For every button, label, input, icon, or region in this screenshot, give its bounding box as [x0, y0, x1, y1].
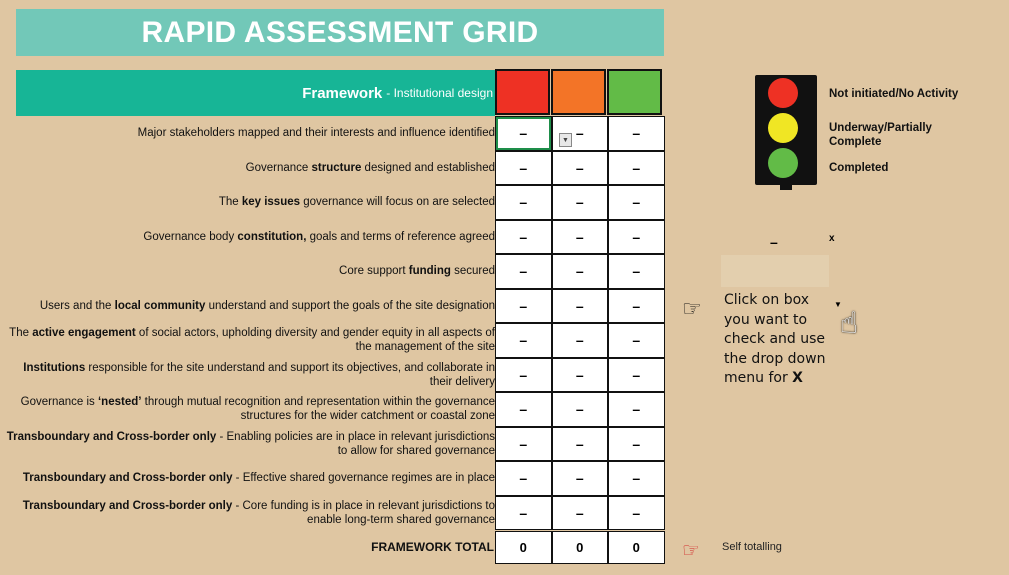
traffic-light-post — [780, 184, 792, 190]
table-row — [0, 185, 665, 220]
row-label: Transboundary and Cross-border only - Core funding is in place in relevant jurisdictions to enable long-term shared governance — [22, 499, 495, 526]
total-completed: 0 — [608, 531, 665, 564]
cell-not-initiated[interactable]: – — [495, 151, 552, 186]
framework-sublabel: - Institutional design — [386, 86, 493, 100]
legend-completed: Completed — [829, 162, 889, 174]
cell-completed[interactable]: – — [608, 220, 665, 255]
dash-option: – — [770, 234, 778, 250]
assessment-grid — [0, 116, 665, 530]
traffic-light-icon — [755, 75, 817, 185]
cell-not-initiated[interactable]: – — [495, 289, 552, 324]
legend-underway: Underway/Partially Complete — [829, 122, 932, 148]
not-initiated-column-header — [495, 69, 550, 115]
cell-not-initiated[interactable]: – — [495, 392, 552, 427]
cell-underway[interactable]: – — [552, 461, 609, 496]
cell-underway[interactable]: – — [552, 289, 609, 324]
table-row — [0, 289, 665, 324]
hand-point-right-icon: ☞ — [682, 296, 702, 321]
row-label: Governance body constitution, goals and terms of reference agreed — [143, 230, 495, 243]
cell-underway[interactable]: – — [552, 427, 609, 462]
table-row — [0, 323, 665, 358]
demo-input-box[interactable] — [721, 255, 829, 287]
completed-column-header — [607, 69, 662, 115]
dropdown-arrow-icon[interactable]: ▼ — [559, 133, 572, 147]
self-totalling-note: Self totalling — [722, 541, 782, 553]
cell-completed[interactable]: – — [608, 496, 665, 531]
total-underway: 0 — [552, 531, 609, 564]
framework-total-label: FRAMEWORK TOTAL — [371, 540, 494, 554]
cell-not-initiated[interactable]: – — [495, 116, 552, 151]
cell-completed[interactable]: – — [608, 151, 665, 186]
cell-not-initiated[interactable]: – — [495, 254, 552, 289]
cell-not-initiated[interactable]: – — [495, 185, 552, 220]
cell-completed[interactable]: – — [608, 461, 665, 496]
cell-underway[interactable]: – — [552, 254, 609, 289]
cell-underway[interactable]: – — [552, 392, 609, 427]
table-row — [0, 151, 665, 186]
cell-completed[interactable]: – — [608, 289, 665, 324]
framework-header — [16, 70, 495, 116]
cell-completed[interactable]: – — [608, 254, 665, 289]
self-totalling-hand-icon: ☞ — [682, 540, 700, 562]
row-label: The active engagement of social actors, upholding diversity and gender equity in all aspects of the management of the site — [9, 327, 495, 354]
instruction-text: Click on box you want to check and use the drop down menu for X — [724, 292, 826, 386]
row-label: Governance is ‘nested’ through mutual recognition and representation within the governance structures for the wider catchment or coastal zone — [20, 396, 495, 423]
cell-underway[interactable]: – — [552, 323, 609, 358]
row-label: Transboundary and Cross-border only - Effective shared governance regimes are in place — [22, 472, 495, 485]
table-row — [0, 392, 665, 427]
table-row — [0, 461, 665, 496]
x-option: x — [829, 233, 835, 244]
cell-completed[interactable]: – — [608, 427, 665, 462]
cell-underway[interactable]: – — [552, 220, 609, 255]
cell-completed[interactable]: – — [608, 185, 665, 220]
yellow-lamp-icon — [768, 113, 798, 143]
page-title: RAPID ASSESSMENT GRID — [16, 9, 664, 56]
legend-not-initiated: Not initiated/No Activity — [829, 88, 959, 100]
green-lamp-icon — [768, 148, 798, 178]
row-label: Transboundary and Cross-border only - Enabling policies are in place in relevant jurisdictions to allow for shared governance — [6, 430, 495, 457]
row-label: Major stakeholders mapped and their interests and influence identified — [137, 127, 495, 140]
table-row — [0, 358, 665, 393]
cell-underway[interactable]: – — [552, 116, 609, 151]
table-row — [0, 496, 665, 531]
row-label: Core support funding secured — [339, 265, 495, 278]
cell-not-initiated[interactable]: – — [495, 358, 552, 393]
cell-underway[interactable]: – — [552, 151, 609, 186]
hand-cursor-icon: ☝ — [840, 307, 859, 340]
cell-not-initiated[interactable]: – — [495, 323, 552, 358]
cell-not-initiated[interactable]: – — [495, 220, 552, 255]
red-lamp-icon — [768, 78, 798, 108]
cell-not-initiated[interactable]: – — [495, 427, 552, 462]
total-not-initiated: 0 — [495, 531, 552, 564]
table-row — [0, 220, 665, 255]
cell-completed[interactable]: – — [608, 323, 665, 358]
row-label: Institutions responsible for the site understand and support its objectives, and collaborate in their delivery — [23, 361, 495, 388]
cell-completed[interactable]: – — [608, 392, 665, 427]
row-label: Users and the local community understand and support the goals of the site designation — [39, 299, 495, 312]
underway-column-header — [551, 69, 606, 115]
table-row — [0, 427, 665, 462]
table-row — [0, 254, 665, 289]
cell-underway[interactable]: – — [552, 185, 609, 220]
cell-completed[interactable]: – — [608, 358, 665, 393]
row-label: The key issues governance will focus on are selected — [218, 196, 495, 209]
cell-completed[interactable]: – — [608, 116, 665, 151]
row-label: Governance structure designed and established — [245, 161, 495, 174]
framework-label: Framework — [302, 84, 383, 102]
cell-not-initiated[interactable]: – — [495, 496, 552, 531]
cell-not-initiated[interactable]: – — [495, 461, 552, 496]
cell-underway[interactable]: – — [552, 358, 609, 393]
framework-total-row — [495, 531, 665, 564]
dropdown-caret-icon: ▼ — [834, 300, 842, 309]
cell-underway[interactable]: – — [552, 496, 609, 531]
